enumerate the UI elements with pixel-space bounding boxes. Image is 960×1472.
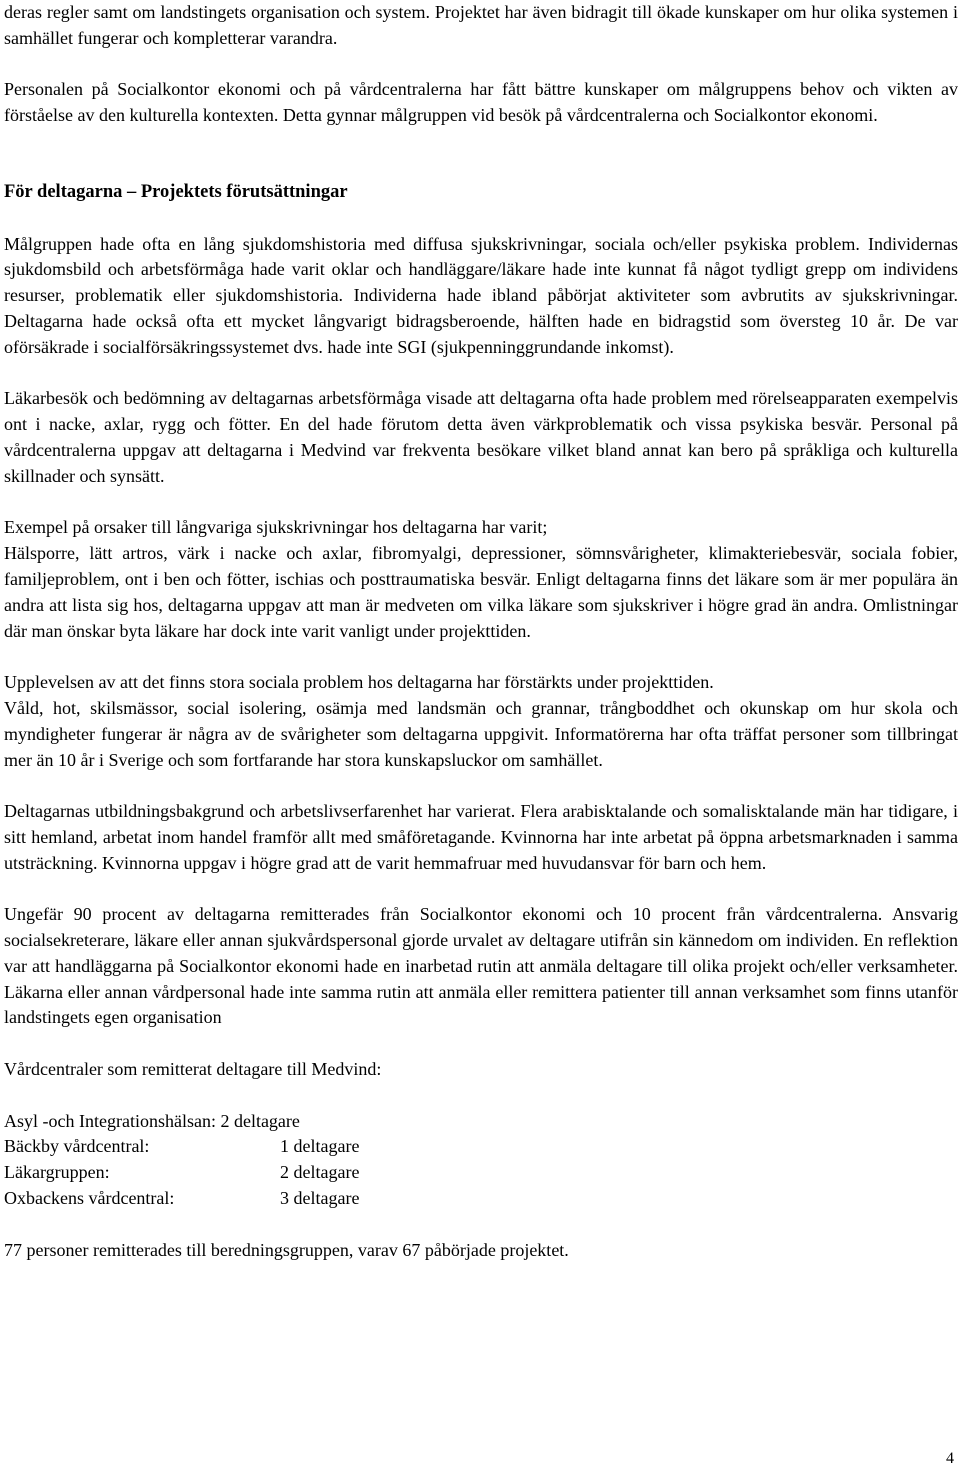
spacer bbox=[4, 52, 958, 78]
paragraph-7: Deltagarnas utbildningsbakgrund och arbetslivserfarenhet har varierat. Flera arabisktalande och somalisktalande män har tidigare, i sitt hemland, arbetat inom handel framför allt med småföretagande. Kvinnorna har inte arbetat på öppna arbetsmarknaden i samma utsträckning. Kvinnorna uppgav i högre grad att de varit hemmafruar med huvudansvar för barn och hem. bbox=[4, 801, 958, 873]
centre-name: Läkargruppen: bbox=[4, 1162, 110, 1183]
centre-name: Asyl -och Integrationshälsan: bbox=[4, 1110, 216, 1131]
spacer bbox=[4, 361, 958, 387]
paragraph-9: Vårdcentraler som remitterat deltagare till Medvind: bbox=[4, 1059, 382, 1080]
spacer bbox=[4, 206, 958, 232]
paragraph-5: Hälsporre, lätt artros, värk i nacke och axlar, fibromyalgi, depressioner, sömnsvårigheter, klimakteriebesvär, sociala fobier, familjeproblem, ont i ben och fötter, ischias och posttraumatiska besvär. Enligt deltagarna finns det läkare som är mer populära än andra att lista sig hos, deltagarna uppgav att man är medveten om vilka läkare som sjukskriver i högre grad än andra. Omlistningar där man önskar byta läkare har dock inte varit vanligt under projekttiden. bbox=[4, 543, 958, 641]
spacer bbox=[4, 129, 958, 180]
centre-count: 2 deltagare bbox=[220, 1110, 300, 1131]
paragraph-6-intro: Upplevelsen av att det finns stora sociala problem hos deltagarna har förstärkts under projekttiden. bbox=[4, 672, 714, 693]
spacer bbox=[4, 1083, 958, 1109]
spacer bbox=[4, 644, 958, 670]
list-item bbox=[4, 1109, 958, 1135]
spacer bbox=[4, 490, 958, 516]
centre-count: 3 deltagare bbox=[280, 1188, 360, 1209]
page-number: 4 bbox=[946, 1450, 954, 1467]
paragraph-5-intro: Exempel på orsaker till långvariga sjukskrivningar hos deltagarna har varit; bbox=[4, 517, 548, 538]
list-item bbox=[4, 1134, 958, 1160]
spacer bbox=[4, 773, 958, 799]
list-item bbox=[4, 1186, 958, 1212]
paragraph-8: Ungefär 90 procent av deltagarna remitterades från Socialkontor ekonomi och 10 procent från vårdcentralerna. Ansvarig socialsekreterare, läkare eller annan sjukvårdspersonal gjorde urvalet av deltagare utifrån sin kännedom om individen. En reflektion var att handläggarna på Socialkontor ekonomi hade en inarbetad rutin att anmäla deltagare till olika projekt och/eller verksamheter. Läkarna eller annan vårdpersonal hade inte samma rutin att anmäla eller remittera patienter till annan verksamhet som finns utanför landstingets egen organisation bbox=[4, 904, 958, 1028]
centre-name: Oxbackens vårdcentral: bbox=[4, 1188, 175, 1209]
spacer bbox=[4, 1031, 958, 1057]
spacer bbox=[4, 877, 958, 903]
paragraph-10: 77 personer remitterades till beredningsgruppen, varav 67 påbörjade projektet. bbox=[4, 1239, 569, 1260]
paragraph-3: Målgruppen hade ofta en lång sjukdomshistoria med diffusa sjukskrivningar, sociala och/eller psykiska problem. Individernas sjukdomsbild och arbetsförmåga hade varit oklar och handläggare/läkare hade inte kunnat få något tydligt grepp om individens resurser, problematik eller sjukdomshistoria. Individerna hade ibland påbörjat aktiviteter som avbrutits av sjukskrivningar. Deltagarna hade också ofta ett mycket långvarigt bidragsberoende, hälften hade en bidragstid som översteg 10 år. De var oförsäkrade i socialförsäkringssystemet dvs. hade inte SGI (sjukpenninggrundande inkomst). bbox=[4, 233, 958, 357]
centre-list bbox=[4, 1109, 958, 1212]
spacer bbox=[4, 1212, 958, 1238]
centre-count: 2 deltagare bbox=[280, 1162, 360, 1183]
paragraph-6: Våld, hot, skilsmässor, social isolering, osämja med landsmän och grannar, trångboddhet och okunskap om hur skola och myndigheter fungerar är några av de svårigheter som deltagarna uppgivit. Informatörerna har ofta träffat personer som tillbringat mer än 10 år i Sverige och som fortfarande har stora kunskapsluckor om samhället. bbox=[4, 697, 958, 770]
section-heading: För deltagarna – Projektets förutsättningar bbox=[4, 181, 348, 202]
paragraph-4: Läkarbesök och bedömning av deltagarnas arbetsförmåga visade att deltagarna ofta hade problem med rörelseapparaten exempelvis ont i nacke, axlar, rygg och fötter. En del hade förutom detta även värkproblematik och vissa psykiska besvär. Personal på vårdcentralerna uppgav att deltagarna i Medvind var frekventa besökare vilket bland annat kan bero på språkliga och kulturella skillnader och synsätt. bbox=[4, 388, 958, 486]
list-item bbox=[4, 1160, 958, 1186]
document-page bbox=[4, 0, 958, 1263]
centre-count: 1 deltagare bbox=[280, 1136, 360, 1157]
centre-name: Bäckby vårdcentral: bbox=[4, 1136, 150, 1157]
paragraph-1: deras regler samt om landstingets organisation och system. Projektet har även bidragit till ökade kunskaper om hur olika systemen i samhället fungerar och kompletterar varandra. bbox=[4, 2, 958, 48]
paragraph-2: Personalen på Socialkontor ekonomi och på vårdcentralerna har fått bättre kunskaper om målgruppens behov och vikten av förståelse av den kulturella kontexten. Detta gynnar målgruppen vid besök på vårdcentralerna och Socialkontor ekonomi. bbox=[4, 79, 958, 126]
